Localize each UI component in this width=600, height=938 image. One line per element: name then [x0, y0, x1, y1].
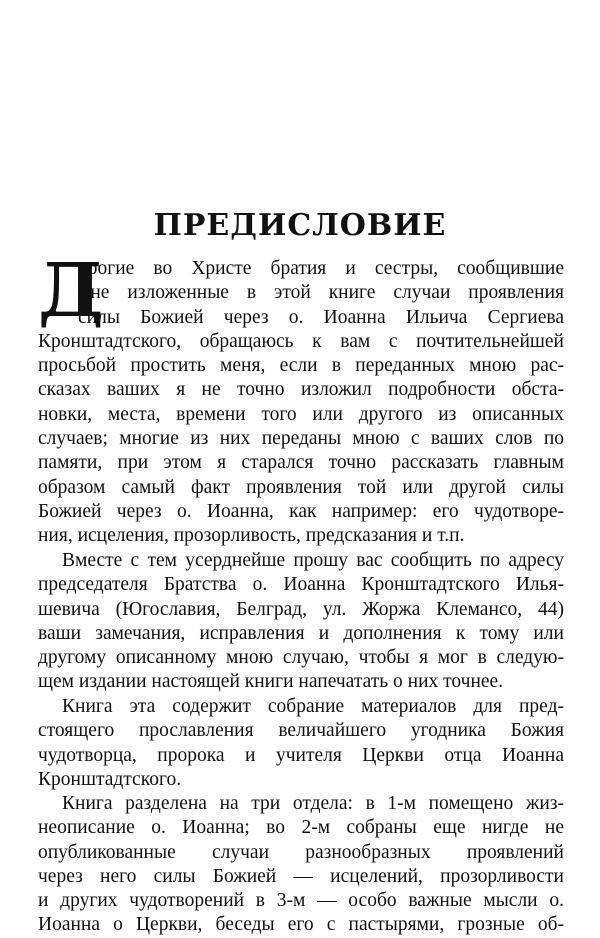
text-line: неописание о. Иоанна; во 2-м собраны еще нигде не	[38, 817, 564, 839]
text-line: чудотворца, пророка и учителя Церкви отца Иоанна	[38, 744, 564, 766]
text-line: случаев; многие из них переданы мною с ваших слов по	[38, 428, 564, 450]
text-line: ния, исцеления, прозорливость, предсказания и т.п.	[38, 525, 465, 547]
text-line: новки, места, времени того или другого из описанных	[38, 403, 564, 425]
text-line: мне изложенные в этой книге случаи проявления	[78, 282, 564, 304]
text-line: сказах ваших я не точно изложил подробности обста-	[38, 379, 564, 401]
text-line: шевича (Югославия, Белград, ул. Жоржа Клемансо, 44)	[38, 598, 564, 620]
text-line: Божией через о. Иоанна, как например: его чудотворе-	[38, 500, 564, 522]
text-line: Книга разделена на три отдела: в 1-м помещено жиз-	[62, 793, 564, 814]
text-line: образом самый факт проявления той или другой силы	[38, 476, 564, 498]
text-line: и других чудотворений в 3-м — особо важные мысли о.	[38, 890, 564, 912]
text-line: просьбой простить меня, если в переданных мною рас-	[38, 355, 564, 377]
text-line: Кронштадтского, обращаюсь к вам с почтительнейшей	[38, 330, 564, 352]
text-line: Вместе с тем усерднейше прошу вас сообщить по адресу	[62, 550, 564, 571]
paragraph-1	[38, 257, 564, 549]
text-line: через него силы Божией — исцелений, прозорливости	[38, 865, 564, 887]
text-line: силы Божией через о. Иоанна Ильича Сергиева	[78, 306, 564, 328]
text-line: Книга эта содержит собрание материалов для пред-	[62, 696, 564, 717]
text-line: щем издании настоящей книги напечатать о них точнее.	[38, 671, 504, 693]
text-line: стоящего прославления величайшего угодника Божия	[38, 720, 564, 742]
paragraph-2	[38, 549, 564, 695]
page-title: ПРЕДИСЛОВИЕ	[153, 208, 447, 243]
text-line: другому описанному мною случаю, чтобы я мог в следую-	[38, 647, 564, 669]
text-line: Кронштадтского.	[38, 768, 182, 790]
text-line: Иоанна о Церкви, беседы его с пастырями, грозные об-	[38, 914, 564, 936]
paragraph-3	[38, 695, 564, 792]
paragraph-4	[38, 792, 564, 938]
text-line: опубликованные случаи разнообразных проявлений	[38, 841, 564, 863]
text-line: председателя Братства о. Иоанна Кронштадтского Илья-	[38, 574, 564, 596]
drop-cap-letter: Д	[38, 248, 104, 334]
text-line: памяти, при этом я старался точно рассказать главным	[38, 452, 564, 474]
text-line: орогие во Христе братия и сестры, сообщившие	[78, 258, 564, 279]
text-line: ваши замечания, исправления и дополнения к тому или	[38, 622, 564, 644]
